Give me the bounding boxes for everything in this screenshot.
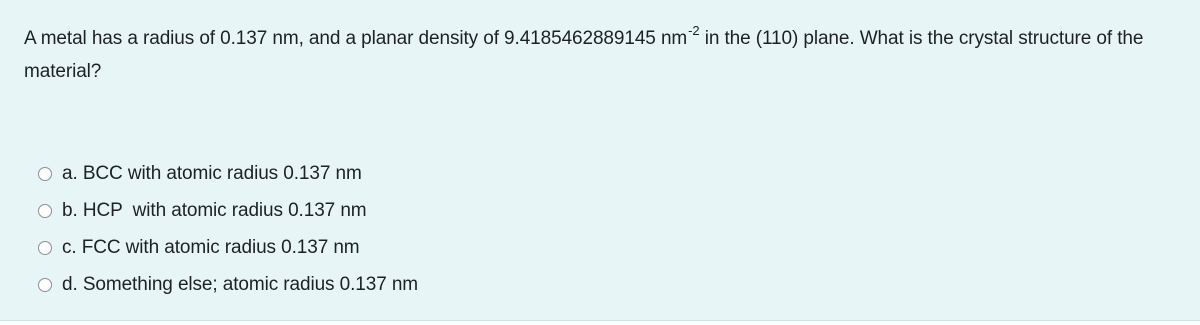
- option-a-label[interactable]: a. BCC with atomic radius 0.137 nm: [62, 162, 362, 184]
- radio-button-d[interactable]: [38, 278, 52, 292]
- option-d[interactable]: [38, 266, 418, 303]
- option-b[interactable]: [38, 192, 418, 229]
- question-text-after: in the (110) plane. What is the crystal structure of the material?: [24, 28, 1144, 82]
- option-c[interactable]: [38, 229, 418, 266]
- option-a[interactable]: [38, 155, 418, 192]
- radio-button-a[interactable]: [38, 167, 52, 181]
- answer-options: [38, 155, 418, 303]
- question-text-before: A metal has a radius of 0.137 nm, and a planar density of 9.4185462889145 nm: [24, 28, 688, 49]
- question-text: [24, 22, 1174, 88]
- option-d-label[interactable]: d. Something else; atomic radius 0.137 nm: [62, 273, 419, 295]
- radio-button-c[interactable]: [38, 241, 52, 255]
- option-c-label[interactable]: c. FCC with atomic radius 0.137 nm: [62, 236, 360, 258]
- option-b-label[interactable]: b. HCP with atomic radius 0.137 nm: [62, 199, 367, 221]
- radio-button-b[interactable]: [38, 204, 52, 218]
- question-superscript: -2: [688, 22, 700, 38]
